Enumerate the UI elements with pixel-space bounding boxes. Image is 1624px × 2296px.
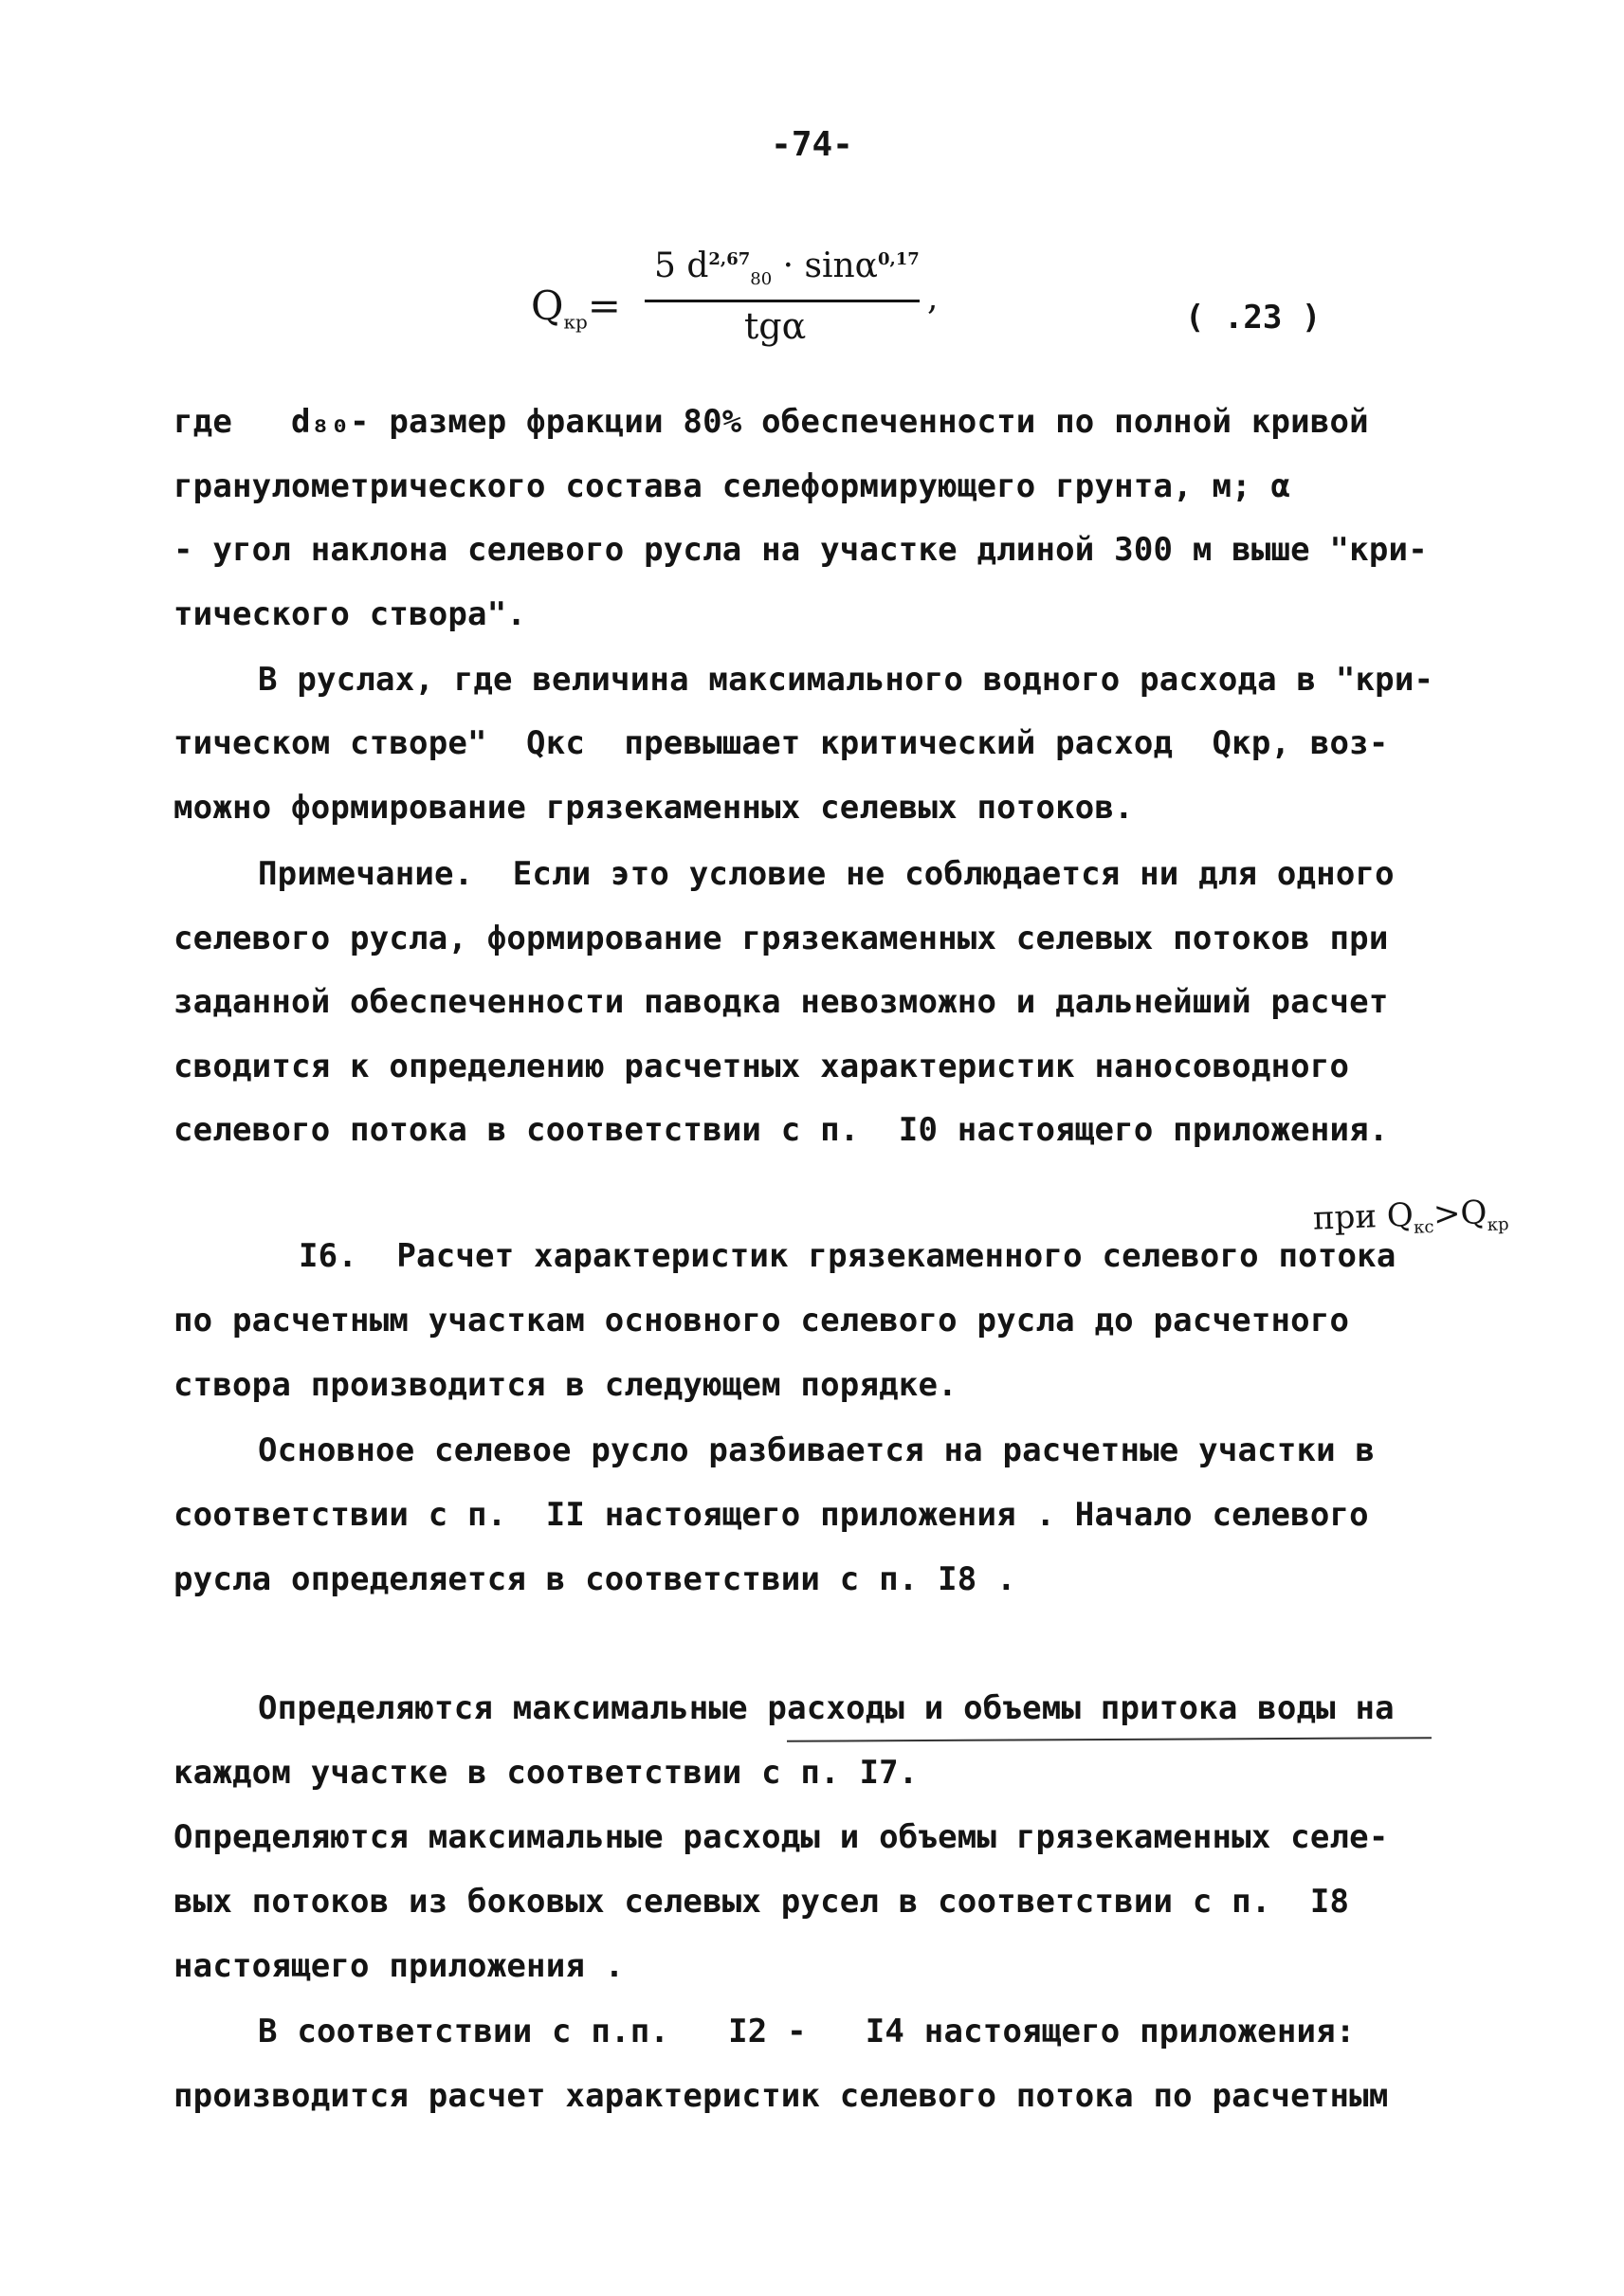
text-line: Основное селевое русло разбивается на расчетные участки в — [258, 1431, 1376, 1469]
text-line: соответствии с п. II настоящего приложения . Начало селевого — [173, 1496, 1369, 1534]
text-line: где d₈₀- размер фракции 80% обеспеченности по полной кривой — [173, 403, 1369, 441]
note-line: Примечание. Если это условие не соблюдается ни для одного — [258, 855, 1395, 893]
formula-23 — [531, 237, 1062, 370]
equation-number: ( .23 ) — [1185, 299, 1322, 337]
fraction-bar — [645, 300, 920, 302]
formula-lhs: $Q_{кр}=$ — [531, 282, 621, 334]
page-number: -74- — [771, 125, 853, 164]
text-line: створа производится в следующем порядке. — [173, 1366, 958, 1404]
text-line: В руслах, где величина максимального водного расхода в "кри- — [258, 661, 1434, 699]
underline-stroke — [787, 1737, 1432, 1742]
text-line: селевого потока в соответствии с п. I0 настоящего приложения. — [173, 1111, 1389, 1149]
text-line: настоящего приложения . — [173, 1947, 625, 1985]
text-line: В соответствии с п.п. I2 - I4 настоящего приложения: — [258, 2013, 1356, 2050]
section-heading-16: I6. Расчет характеристик грязекаменного селевого потока — [299, 1237, 1396, 1275]
text-line: тическом створе" Qкс превышает критический расход Qкр, воз- — [173, 724, 1389, 762]
text-line: Определяются максимальные расходы и объемы грязекаменных селе- — [173, 1818, 1389, 1856]
text-line: сводится к определению расчетных характеристик наносоводного — [173, 1048, 1350, 1085]
text-line: Определяются максимальные расходы и объемы притока воды на — [258, 1689, 1395, 1727]
handwritten-margin-note: при $Q_{кс}>Q_{кр}$ — [1312, 1194, 1509, 1238]
text-line: вых потоков из боковых селевых русел в соответствии с п. I8 — [173, 1883, 1350, 1921]
text-line: - угол наклона селевого русла на участке длиной 300 м выше "кри- — [173, 531, 1428, 569]
text-line: каждом участке в соответствии с п. I7. — [173, 1754, 919, 1792]
text-line: тического створа". — [173, 595, 527, 633]
text-line: можно формирование грязекаменных селевых потоков. — [173, 789, 1134, 827]
text-line: заданной обеспеченности паводка невозможно и дальнейший расчет — [173, 983, 1389, 1021]
text-line: по расчетным участкам основного селевого русла до расчетного — [173, 1302, 1350, 1339]
text-line: гранулометрического состава селеформирующего грунта, м; α — [173, 467, 1291, 505]
formula-denominator: tgα — [744, 305, 807, 347]
formula-numerator: 5 $d^{2,67}_{80} \cdot \sin\alpha^{0,17}$ — [654, 246, 920, 290]
text-line: русла определяется в соответствии с п. I8 . — [173, 1560, 1016, 1598]
formula-comma: , — [927, 279, 939, 318]
text-line: производится расчет характеристик селевого потока по расчетным — [173, 2077, 1389, 2115]
text-line: селевого русла, формирование грязекаменных селевых потоков при — [173, 920, 1389, 957]
